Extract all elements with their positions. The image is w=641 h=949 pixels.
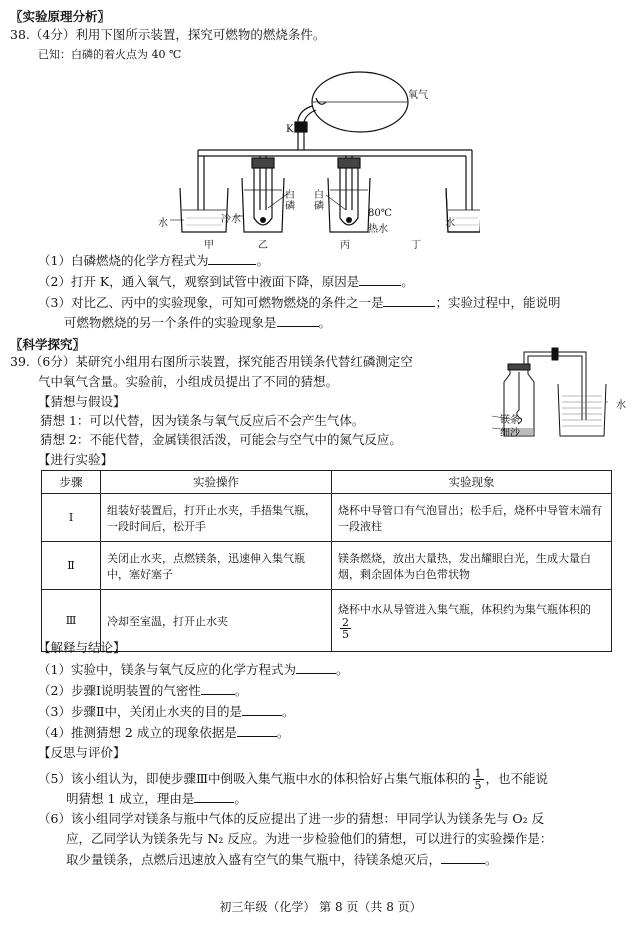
q38-item-3: （3）对比乙、丙中的实验现象，可知可燃物燃烧的条件之一是 ；实验过程中，能说明 — [38, 295, 561, 310]
conclusion-title: 【解释与结论】 — [38, 640, 126, 655]
conclusion-1: （1）实验中，镁条与氧气反应的化学方程式为 。 — [38, 662, 349, 677]
table-row — [42, 542, 612, 590]
answer-blank[interactable] — [277, 314, 319, 327]
q38-item-2: （2）打开 K，通入氧气，观察到试管中液面下降，原因是 。 — [38, 274, 414, 289]
q38-known: 已知：白磷的着火点为 40 ℃ — [38, 48, 182, 61]
reflection-title: 【反思与评价】 — [38, 745, 126, 760]
q38-item-3-cont: 可燃物燃烧的另一个条件的实验现象是 。 — [64, 315, 332, 330]
q38-header: 38.（4分）利用下图所示装置，探究可燃物的燃烧条件。 — [10, 27, 326, 42]
label-bing: 丙 — [340, 240, 350, 251]
reflection-5: （5）该小组认为，即使步骤Ⅲ中倒吸入集气瓶中水的体积恰好占集气瓶体积的 $\frac{1}{5}$ ，也不能说 — [38, 767, 549, 792]
phenomenon-cell: 烧杯中导管口有气泡冒出；松手后，烧杯中导管末端有一段液柱 — [332, 494, 612, 542]
hypothesis-2: 猜想 2：不能代替，金属镁很活泼，可能会与空气中的氮气反应。 — [40, 432, 402, 447]
label-mg-ribbon: 镁条 — [500, 415, 520, 426]
step-cell: Ⅱ — [42, 542, 101, 590]
operation-cell: 关闭止水夹，点燃镁条，迅速伸入集气瓶中，塞好塞子 — [101, 542, 332, 590]
table-header-row — [42, 471, 612, 494]
reflection-6c: 取少量镁条，点燃后迅速放入盛有空气的集气瓶中，待镁条熄灭后， 。 — [66, 852, 498, 867]
answer-blank[interactable] — [383, 294, 435, 307]
label-oxygen: 氧气 — [408, 90, 428, 101]
q39-line-1: 39.（6分）某研究小组用右图所示装置，探究能否用镁条代替红磷测定空 — [10, 354, 413, 369]
label-hot-temp: 80℃ — [368, 208, 392, 219]
header-step: 步骤 — [42, 471, 101, 494]
table-row — [42, 494, 612, 542]
section-title-principle: 〖 实验原理分析 〗 — [10, 7, 110, 25]
answer-blank[interactable] — [441, 851, 485, 864]
phenomenon-cell: 烧杯中水从导管进入集气瓶，体积约为集气瓶体积的 $\frac{2}{5}$ — [332, 590, 612, 652]
label-water-right: 水 — [445, 218, 455, 229]
q38-item-1: （1）白磷燃烧的化学方程式为 。 — [38, 253, 269, 268]
label-jia: 甲 — [204, 240, 214, 251]
experiment-table — [41, 470, 612, 652]
header-operation: 实验操作 — [101, 471, 332, 494]
step-cell: Ⅲ — [42, 590, 101, 652]
label-ding: 丁 — [411, 240, 421, 251]
answer-blank[interactable] — [237, 724, 277, 737]
label-water-left: 水 — [158, 218, 168, 229]
answer-blank[interactable] — [242, 703, 282, 716]
answer-blank[interactable] — [296, 661, 336, 674]
label-white-phosphorus-bing: 白磷 — [314, 190, 324, 212]
phenomenon-cell: 镁条燃烧，放出大量热，发出耀眼白光，生成大量白烟，剩余固体为白色带状物 — [332, 542, 612, 590]
page-footer: 初三年级（化学） 第 8 页（共 8 页） — [219, 900, 422, 914]
label-water: 水 — [616, 400, 626, 411]
hypothesis-title: 【猜想与假设】 — [38, 394, 126, 409]
label-cold-water: 冷水 — [221, 214, 241, 225]
table-row — [42, 590, 612, 652]
label-yi: 乙 — [258, 240, 268, 251]
label-white-phosphorus-yi: 白磷 — [285, 190, 295, 212]
test-tube-yi — [254, 168, 272, 225]
conclusion-3: （3）步骤Ⅱ中，关闭止水夹的目的是 。 — [38, 704, 295, 719]
operation-cell: 组装好装置后，打开止水夹，手捂集气瓶，一段时间后，松开手 — [101, 494, 332, 542]
q39-line-2: 气中氧气含量。实验前，小组成员提出了不同的猜想。 — [38, 374, 339, 389]
label-valve-k: K — [286, 124, 294, 135]
q38-apparatus-diagram — [150, 60, 480, 260]
fraction-two-fifths: $\frac{2}{5}$ — [342, 616, 349, 641]
reflection-6b: 应，乙同学认为镁条先与 N₂ 反应。为进一步检验他们的猜想，可以进行的实验操作是： — [66, 831, 553, 846]
answer-blank[interactable] — [359, 273, 401, 286]
section-title-inquiry: 〖 科学探究 〗 — [10, 335, 85, 353]
conclusion-4: （4）推测猜想 2 成立的现象依据是 。 — [38, 725, 290, 740]
test-tube-bing — [340, 168, 358, 225]
operation-cell: 冷却至室温，打开止水夹 — [101, 590, 332, 652]
answer-blank[interactable] — [194, 790, 234, 803]
fraction-one-fifth: $\frac{1}{5}$ — [474, 767, 482, 792]
valve-k — [295, 122, 307, 132]
label-fine-sand: 细沙 — [500, 428, 520, 439]
reflection-6a: （6）该小组同学对镁条与瓶中气体的反应提出了进一步的猜想：甲同学认为镁条先与 O₂ 反 — [38, 811, 545, 826]
header-phenomenon: 实验现象 — [332, 471, 612, 494]
step-cell: Ⅰ — [42, 494, 101, 542]
answer-blank[interactable] — [208, 252, 256, 265]
label-hot-water: 热水 — [368, 224, 388, 235]
experiment-title: 【进行实验】 — [38, 452, 114, 467]
answer-blank[interactable] — [201, 682, 235, 695]
conclusion-2: （2）步骤Ⅰ说明装置的气密性 。 — [38, 683, 248, 698]
hypothesis-1: 猜想 1：可以代替，因为镁条与氧气反应后不会产生气体。 — [40, 413, 365, 428]
reflection-5-cont: 明猜想 1 成立，理由是 。 — [66, 791, 247, 806]
